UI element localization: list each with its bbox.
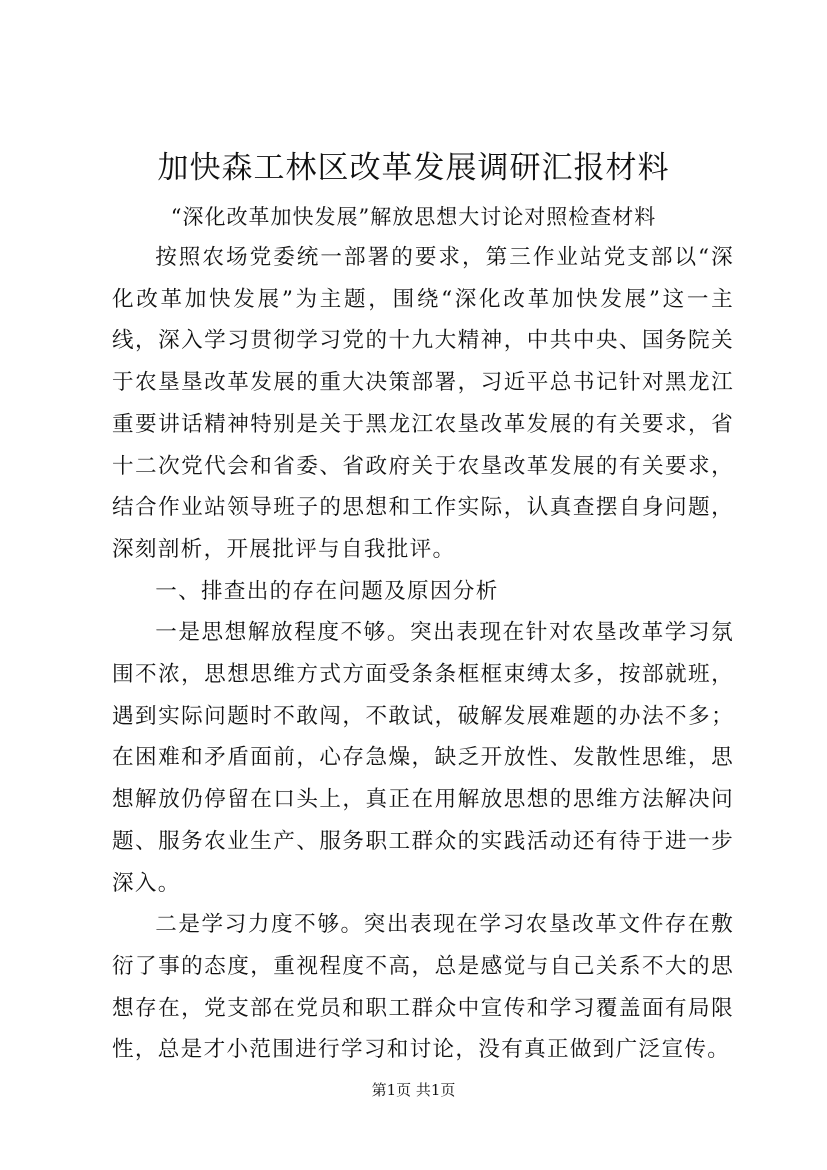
document-title: 加快森工林区改革发展调研汇报材料 bbox=[157, 150, 670, 186]
document-body bbox=[112, 237, 734, 1071]
section-heading: 一、排查出的存在问题及原因分析 bbox=[155, 578, 499, 604]
body-paragraph: 一是思想解放程度不够。突出表现在针对农垦改革学习氛围不浓，思想思维方式方面受条条框框束缚太多，按部就班，遇到实际问题时不敢闯，不敢试，破解发展难题的办法不多；在困难和矛盾面前，心存急燥，缺乏开放性、发散性思维，思想解放仍停留在口头上，真正在用解放思想的思维方法解决问题、服务农业生产、服务职工群众的实践活动还有待于进一步深入。 bbox=[112, 620, 734, 896]
body-paragraph: 二是学习力度不够。突出表现在学习农垦改革文件存在敷衍了事的态度，重视程度不高，总是感觉与自己关系不大的思想存在，党支部在党员和职工群众中宣传和学习覆盖面有局限性，总是才小范围进行学习和讨论，没有真正做到广泛宣传。 bbox=[112, 912, 734, 1063]
body-paragraph: 按照农场党委统一部署的要求，第三作业站党支部以“深化改革加快发展”为主题，围绕“深化改革加快发展”这一主线，深入学习贯彻学习党的十九大精神，中共中央、国务院关于农垦垦改革发展的重大决策部署，习近平总书记针对黑龙江重要讲话精神特别是关于黑龙江农垦改革发展的有关要求，省十二次党代会和省委、省政府关于农垦改革发展的有关要求，结合作业站领导班子的思想和工作实际，认真查摆自身问题，深刻剖析，开展批评与自我批评。 bbox=[112, 245, 734, 562]
document-subtitle: “深化改革加快发展”解放思想大讨论对照检查材料 bbox=[170, 205, 657, 229]
page-number-footer: 第1页 共1页 bbox=[371, 1081, 456, 1099]
